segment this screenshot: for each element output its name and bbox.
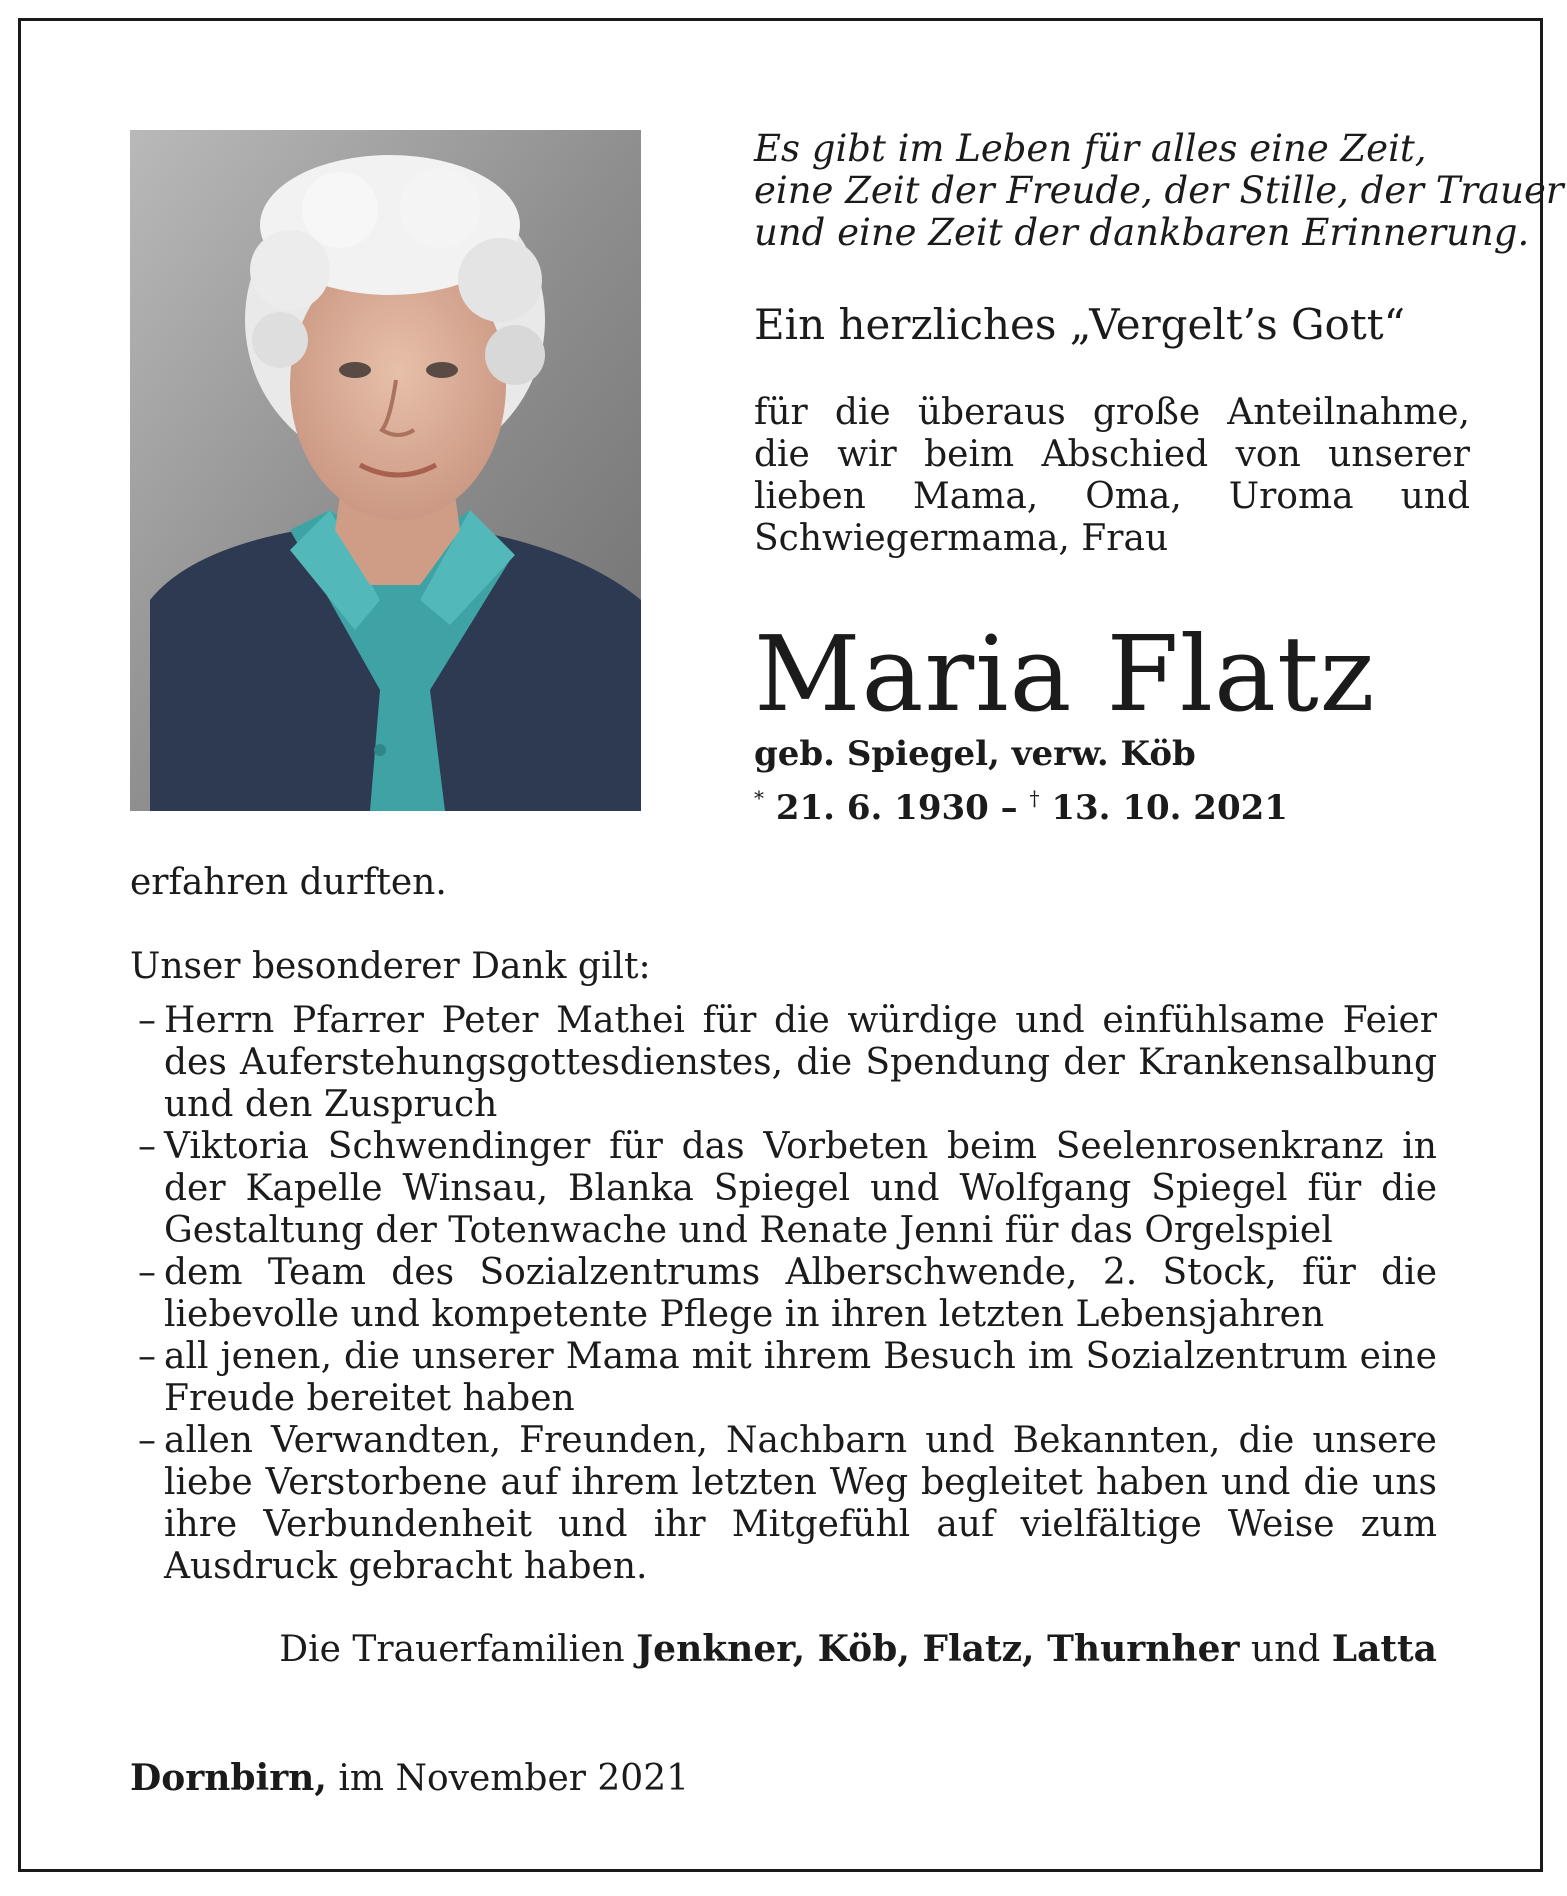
family-names: Jenkner, Köb, Flatz, Thurnher — [636, 1628, 1240, 1670]
list-item-text: all jenen, die unserer Mama mit ihrem Besuch im Sozialzentrum eine Freude bereitet haben — [164, 1336, 1437, 1419]
place-date-line — [130, 1757, 689, 1800]
portrait-photo — [130, 130, 641, 811]
closing-phrase: erfahren durften. — [130, 862, 447, 903]
thanks-heading: Ein herzliches „Vergelt’s Gott“ — [754, 300, 1406, 349]
lifespan — [754, 777, 1470, 829]
list-item — [130, 1336, 1437, 1420]
intro-paragraph: für die überaus große Anteilnahme, die wir beim Abschied von unserer lieben Mama, Oma, Uroma und Schwiegermama, Frau — [754, 392, 1470, 559]
signature-line — [279, 1628, 1437, 1671]
verse-line: Es gibt im Leben für alles eine Zeit, — [754, 127, 1427, 170]
dash-marker: – — [138, 1000, 156, 1041]
death-symbol: † — [1029, 786, 1040, 810]
deceased-name: Maria Flatz — [754, 613, 1376, 735]
list-item-text: Viktoria Schwendinger für das Vorbeten beim Seelenrosenkranz in der Kapelle Winsau, Blanka Spiegel und Wolfgang Spiegel für die Gestaltung der Totenwache und Renate Jenni für das Orgelspiel — [164, 1126, 1437, 1251]
birth-symbol: * — [754, 786, 764, 810]
special-thanks-heading: Unser besonderer Dank gilt: — [130, 946, 651, 987]
list-item-text: Herrn Pfarrer Peter Mathei für die würdige und einfühlsame Feier des Auferstehungsgottesdienstes, die Spendung der Krankensalbung und den Zuspruch — [164, 1000, 1437, 1125]
verse-line: und eine Zeit der dankbaren Erinnerung. — [754, 211, 1530, 254]
list-item — [130, 1420, 1437, 1588]
list-item-text: dem Team des Sozialzentrums Alberschwende, 2. Stock, für die liebevolle und kompetente Pflege in ihren letzten Lebensjahren — [164, 1252, 1437, 1335]
thanks-list — [130, 1000, 1437, 1588]
date-separator: – — [988, 788, 1030, 828]
place-date: im November 2021 — [326, 1758, 690, 1799]
birth-names: geb. Spiegel, verw. Köb — [754, 734, 1196, 774]
list-item — [130, 1252, 1437, 1336]
birth-date: 21. 6. 1930 — [775, 788, 989, 828]
list-item-text: allen Verwandten, Freunden, Nachbarn und Bekannten, die unsere liebe Verstorbene auf ihrem letzten Weg begleitet haben und die uns ihre Verbundenheit und ihr Mitgefühl auf vielfältige Weise zum Ausdruck gebracht haben. — [164, 1420, 1437, 1587]
family-name-last: Latta — [1331, 1628, 1437, 1670]
death-date: 13. 10. 2021 — [1051, 788, 1288, 828]
dash-marker: – — [138, 1252, 156, 1293]
dash-marker: – — [138, 1336, 156, 1377]
portrait-illustration — [130, 130, 641, 811]
signature-prefix: Die Trauerfamilien — [279, 1629, 637, 1670]
list-item — [130, 1000, 1437, 1126]
list-item — [130, 1126, 1437, 1252]
dash-marker: – — [138, 1126, 156, 1167]
dash-marker: – — [138, 1420, 156, 1461]
verse-block — [754, 127, 1564, 254]
signature-connector: und — [1239, 1629, 1332, 1670]
verse-line: eine Zeit der Freude, der Stille, der Trauer — [754, 169, 1564, 212]
place-city: Dornbirn, — [130, 1757, 327, 1799]
